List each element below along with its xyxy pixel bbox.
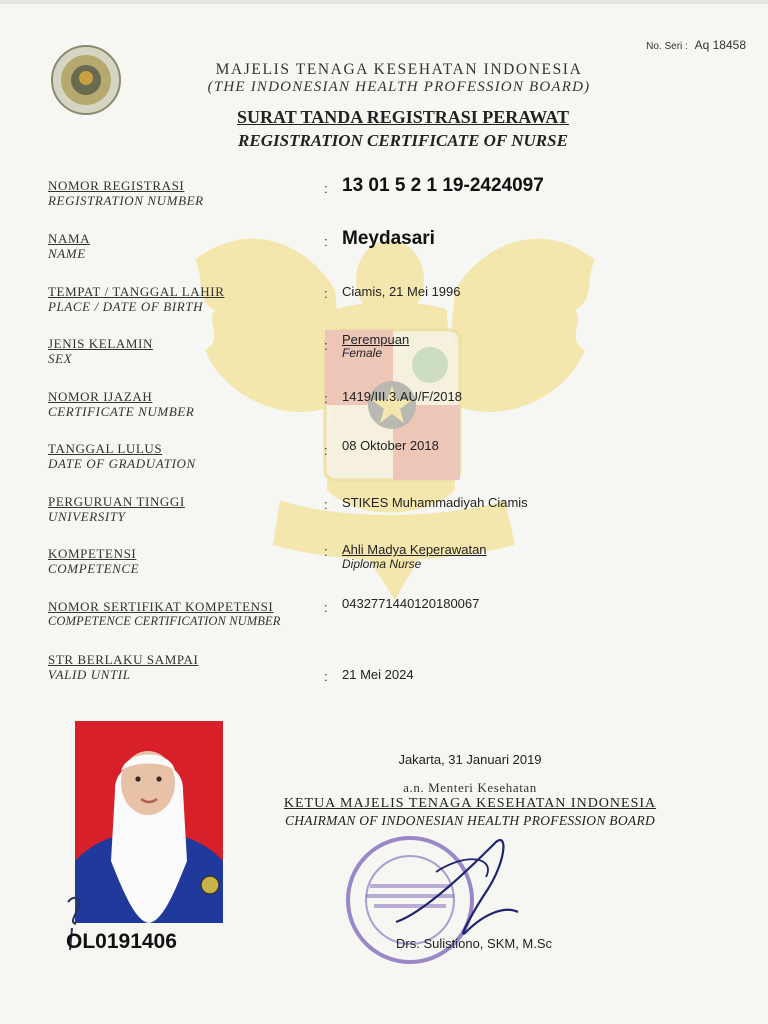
field-label: NOMOR SERTIFIKAT KOMPETENSI	[48, 599, 274, 614]
field-colon: :	[324, 544, 328, 559]
field-colon: :	[324, 338, 328, 353]
portrait-icon	[75, 721, 223, 923]
certificate-title-en: REGISTRATION CERTIFICATE OF NURSE	[238, 131, 568, 150]
holder-photo	[75, 721, 223, 923]
field-value-en: Diploma Nurse	[342, 557, 422, 571]
field-label: PERGURUAN TINGGI	[48, 494, 185, 509]
issue-place-date: Jakarta, 31 Januari 2019	[398, 752, 542, 767]
serial-value: Aq 18458	[694, 38, 746, 52]
field-registration-number	[48, 175, 748, 222]
field-value-en: Female	[342, 346, 383, 360]
on-behalf-of: a.n. Menteri Kesehatan	[403, 780, 537, 795]
field-colon: :	[324, 391, 328, 406]
field-sex	[48, 332, 748, 380]
field-label-en: CERTIFICATE NUMBER	[48, 404, 195, 419]
scan-edge	[0, 0, 768, 4]
field-colon: :	[324, 669, 328, 684]
field-label: STR BERLAKU SAMPAI	[48, 652, 199, 667]
field-label: JENIS KELAMIN	[48, 336, 153, 351]
field-value: Ciamis, 21 Mei 1996	[342, 284, 461, 299]
signatory-title: KETUA MAJELIS TENAGA KESEHATAN INDONESIA	[283, 796, 657, 811]
field-label: NOMOR REGISTRASI	[48, 178, 185, 193]
board-name-en: (THE INDONESIAN HEALTH PROFESSION BOARD)	[207, 79, 591, 95]
field-university	[48, 494, 748, 538]
field-value: 08 Oktober 2018	[342, 438, 439, 453]
field-label: KOMPETENSI	[48, 546, 137, 561]
field-competence-certification-number	[48, 596, 748, 643]
field-colon: :	[324, 286, 328, 301]
photo-number: OL0191406	[66, 930, 177, 953]
field-value: Perempuan	[342, 332, 410, 347]
field-value: 0432771440120180067	[342, 596, 480, 611]
field-label-en: COMPETENCE CERTIFICATION NUMBER	[48, 614, 281, 628]
signatory-name: Drs. Sulistiono, SKM, M.Sc	[396, 936, 553, 951]
field-competence	[48, 542, 748, 590]
field-label: NOMOR IJAZAH	[48, 389, 153, 404]
field-colon: :	[324, 443, 328, 458]
field-label-en: PLACE / DATE OF BIRTH	[48, 299, 204, 314]
field-label-en: DATE OF GRADUATION	[48, 456, 196, 471]
field-date-of-graduation	[48, 438, 748, 485]
field-colon: :	[324, 181, 328, 196]
field-value: Ahli Madya Keperawatan	[342, 542, 487, 557]
field-colon: :	[324, 234, 328, 249]
field-label-en: VALID UNTIL	[48, 667, 131, 682]
field-colon: :	[324, 497, 328, 512]
field-label-en: COMPETENCE	[48, 561, 140, 576]
field-value: 21 Mei 2024	[342, 667, 414, 682]
field-valid-until	[48, 652, 748, 696]
field-value: Meydasari	[342, 228, 435, 249]
field-label-en: SEX	[48, 351, 73, 366]
field-name	[48, 228, 748, 275]
board-name: MAJELIS TENAGA KESEHATAN INDONESIA	[215, 61, 583, 78]
field-label: NAMA	[48, 231, 91, 246]
field-value: STIKES Muhammadiyah Ciamis	[342, 495, 528, 510]
field-value: 1419/III.3.AU/F/2018	[342, 389, 462, 404]
signatory-title-en: CHAIRMAN OF INDONESIAN HEALTH PROFESSION BOARD	[284, 813, 656, 828]
certificate-title: SURAT TANDA REGISTRASI PERAWAT	[237, 107, 569, 127]
field-certificate-number	[48, 389, 748, 433]
field-label: TEMPAT / TANGGAL LAHIR	[48, 284, 225, 299]
field-label-en: UNIVERSITY	[48, 509, 126, 524]
field-label-en: NAME	[48, 246, 86, 261]
serial-number	[646, 38, 746, 52]
field-colon: :	[324, 600, 328, 615]
field-label-en: REGISTRATION NUMBER	[48, 193, 204, 208]
field-label: TANGGAL LULUS	[48, 441, 163, 456]
serial-label: No. Seri :	[646, 41, 688, 52]
field-value: 13 01 5 2 1 19-2424097	[342, 175, 544, 196]
field-place-date-of-birth	[48, 284, 748, 328]
